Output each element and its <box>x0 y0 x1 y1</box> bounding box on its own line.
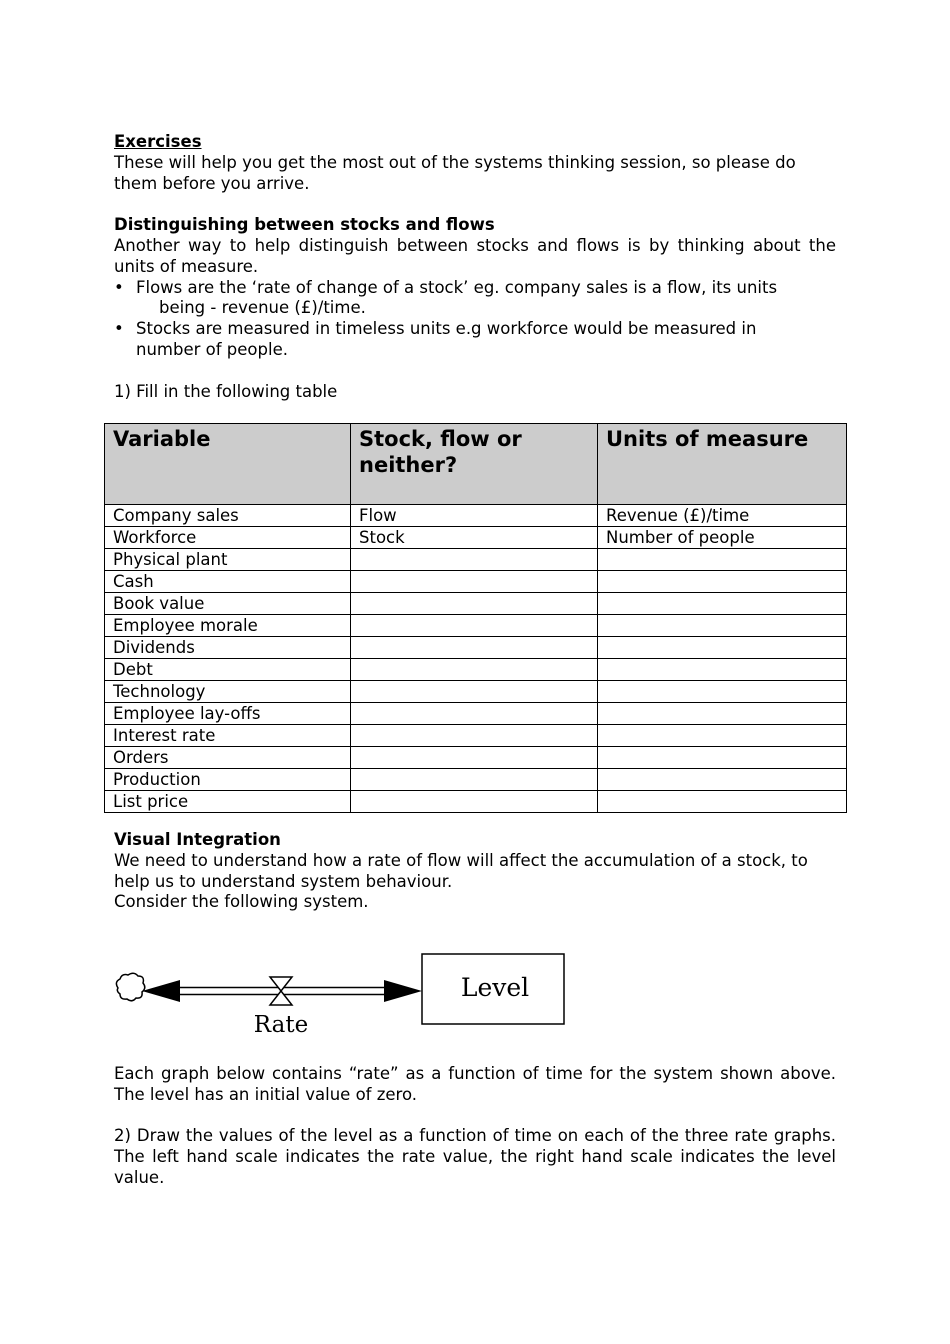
cell-units[interactable] <box>598 769 847 791</box>
cell-variable: Workforce <box>105 527 351 549</box>
cell-units[interactable] <box>598 681 847 703</box>
graphs-section <box>114 1064 836 1189</box>
visual-heading: Visual Integration <box>114 830 281 849</box>
cell-stock-flow[interactable] <box>351 615 598 637</box>
cell-units[interactable] <box>598 725 847 747</box>
arrowhead-right <box>384 980 422 1002</box>
cell-variable: Dividends <box>105 637 351 659</box>
graphs-para-1: Each graph below contains “rate” as a function of time for the system shown above. The level has an initial value of zero. <box>114 1064 836 1104</box>
header-units: Units of measure <box>598 424 847 505</box>
stock-flow-diagram <box>114 952 574 1042</box>
cell-units[interactable] <box>598 637 847 659</box>
visual-para-2: Consider the following system. <box>114 892 369 912</box>
cell-variable: Book value <box>105 593 351 615</box>
table-row <box>105 747 847 769</box>
cell-stock-flow[interactable] <box>351 747 598 769</box>
cell-stock-flow[interactable] <box>351 571 598 593</box>
cell-stock-flow[interactable] <box>351 549 598 571</box>
cell-stock-flow[interactable] <box>351 593 598 615</box>
cell-variable: Employee lay-offs <box>105 703 351 725</box>
cell-units[interactable] <box>598 549 847 571</box>
cell-stock-flow[interactable]: Stock <box>351 527 598 549</box>
document-page <box>113 132 836 1187</box>
stocks-flows-table <box>104 423 847 813</box>
bullet-text: Stocks are measured in timeless units e.g workforce would be measured in <box>136 319 757 339</box>
table-row <box>105 637 847 659</box>
cell-units[interactable] <box>598 659 847 681</box>
table-row <box>105 571 847 593</box>
cell-stock-flow[interactable] <box>351 703 598 725</box>
stocks-flows-heading: Distinguishing between stocks and flows <box>114 215 495 235</box>
table-row <box>105 769 847 791</box>
table-row <box>105 593 847 615</box>
table-row <box>105 549 847 571</box>
table-row <box>105 505 847 527</box>
cell-variable: Interest rate <box>105 725 351 747</box>
table-header-row <box>105 424 847 505</box>
bullet-list <box>114 278 836 361</box>
table-row <box>105 615 847 637</box>
bullet-item <box>114 278 836 320</box>
table-row <box>105 791 847 813</box>
visual-integration-section <box>114 830 836 913</box>
table-row <box>105 681 847 703</box>
table-row <box>105 527 847 549</box>
task-1: 1) Fill in the following table <box>114 381 338 401</box>
cell-variable: Company sales <box>105 505 351 527</box>
bullet-text-continued: being - revenue (£)/time. <box>159 298 366 318</box>
cell-stock-flow[interactable] <box>351 659 598 681</box>
cell-variable: Employee morale <box>105 615 351 637</box>
cell-stock-flow[interactable] <box>351 681 598 703</box>
cell-variable: Orders <box>105 747 351 769</box>
header-stock-flow: Stock, flow or neither? <box>351 424 598 505</box>
task-2: 2) Draw the values of the level as a function of time on each of the three rate graphs. The left hand scale indicates the rate value, the right hand scale indicates the level value. <box>114 1126 836 1187</box>
stocks-flows-intro: Another way to help distinguish between stocks and flows is by thinking about the units of measure. <box>114 235 836 276</box>
bullet-text: Flows are the ‘rate of change of a stock’ eg. company sales is a flow, its units <box>136 277 778 297</box>
cell-variable: Physical plant <box>105 549 351 571</box>
cell-units[interactable] <box>598 615 847 637</box>
cell-variable: Production <box>105 769 351 791</box>
cell-stock-flow[interactable]: Flow <box>351 505 598 527</box>
valve-icon <box>270 977 292 1005</box>
cell-units[interactable] <box>598 747 847 769</box>
table-row <box>105 659 847 681</box>
cell-variable: Cash <box>105 571 351 593</box>
cell-units[interactable] <box>598 571 847 593</box>
cell-variable: List price <box>105 791 351 813</box>
bullet-icon: • <box>114 277 124 297</box>
cell-stock-flow[interactable] <box>351 791 598 813</box>
bullet-icon: • <box>114 319 124 339</box>
table-body <box>105 505 847 813</box>
cell-stock-flow[interactable] <box>351 725 598 747</box>
bullet-text-continued: number of people. <box>136 339 288 359</box>
exercises-intro: These will help you get the most out of the systems thinking session, so please do them before you arrive. <box>114 152 796 193</box>
cell-stock-flow[interactable] <box>351 637 598 659</box>
exercises-title: Exercises <box>114 132 202 151</box>
table-row <box>105 725 847 747</box>
level-label: Level <box>460 973 530 1002</box>
table-row <box>105 703 847 725</box>
cloud-icon <box>116 973 144 1001</box>
cell-units[interactable] <box>598 703 847 725</box>
cell-stock-flow[interactable] <box>351 769 598 791</box>
cell-units[interactable] <box>598 593 847 615</box>
cell-units[interactable]: Revenue (£)/time <box>598 505 847 527</box>
cell-variable: Debt <box>105 659 351 681</box>
bullet-item <box>114 319 836 361</box>
visual-para-1: We need to understand how a rate of flow will affect the accumulation of a stock, to help us to understand system behaviour. <box>114 850 808 891</box>
arrowhead-left <box>142 980 180 1002</box>
rate-label: Rate <box>253 1012 309 1038</box>
cell-variable: Technology <box>105 681 351 703</box>
cell-units[interactable] <box>598 791 847 813</box>
header-variable: Variable <box>105 424 351 505</box>
cell-units[interactable]: Number of people <box>598 527 847 549</box>
